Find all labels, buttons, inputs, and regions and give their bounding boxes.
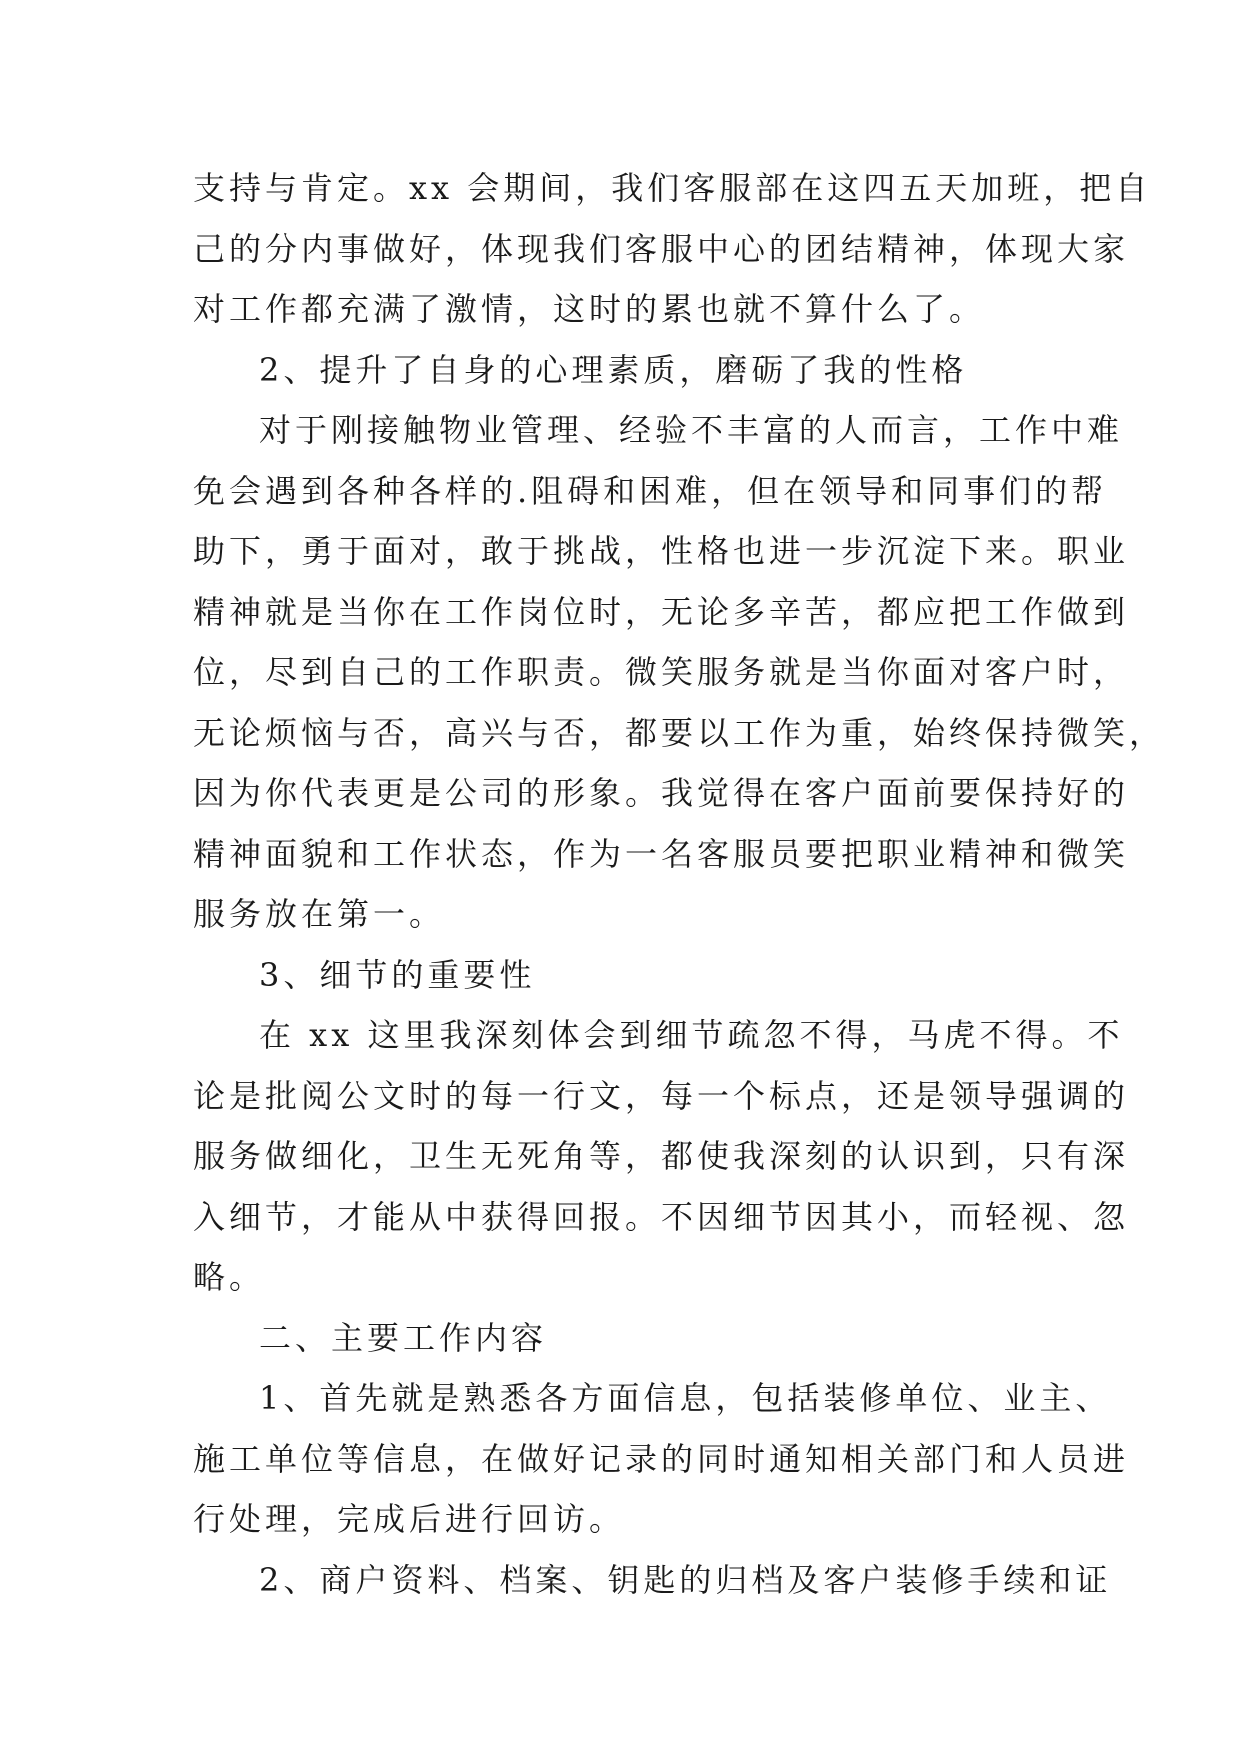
text-line: 对工作都充满了激情，这时的累也就不算什么了。 [193, 290, 986, 328]
text-line: 1、首先就是熟悉各方面信息，包括装修单位、业主、 [259, 1379, 1112, 1417]
text-line: 施工单位等信息，在做好记录的同时通知相关部门和人员进 [193, 1439, 1130, 1478]
section-heading: 2、提升了自身的心理素质，磨砺了我的性格 [259, 350, 968, 389]
text-line: 在 xx 这里我深刻体会到细节疏忽不得，马虎不得。不 [259, 1016, 1124, 1054]
text-line: 因为你代表更是公司的形象。我觉得在客户面前要保持好的 [193, 774, 1130, 812]
text-line: 支持与肯定。xx 会期间，我们客服部在这四五天加班，把自 [193, 169, 1152, 207]
text-line: 入细节，才能从中获得回报。不因细节因其小，而轻视、忽 [193, 1197, 1130, 1236]
text-line: 服务做细化，卫生无死角等，都使我深刻的认识到，只有深 [193, 1137, 1130, 1175]
section-heading: 3、细节的重要性 [259, 955, 536, 994]
text-line: 精神面貌和工作状态，作为一名客服员要把职业精神和微笑 [193, 834, 1130, 873]
text-line: 己的分内事做好，体现我们客服中心的团结精神，体现大家 [193, 229, 1130, 268]
text-line: 免会遇到各种各样的.阻碍和困难，但在领导和同事们的帮 [193, 471, 1108, 510]
text-line: 助下，勇于面对，敢于挑战，性格也进一步沉淀下来。职业 [193, 532, 1130, 570]
text-line: 服务放在第一。 [193, 895, 446, 933]
document-body [193, 158, 1166, 1610]
text-line: 论是批阅公文时的每一行文，每一个标点，还是领导强调的 [193, 1076, 1130, 1115]
text-line: 位，尽到自己的工作职责。微笑服务就是当你面对客户时， [193, 653, 1130, 691]
section-heading: 二、主要工作内容 [259, 1318, 548, 1357]
text-line: 精神就是当你在工作岗位时，无论多辛苦，都应把工作做到 [193, 592, 1130, 631]
text-line: 2、商户资料、档案、钥匙的归档及客户装修手续和证 [259, 1560, 1112, 1599]
text-line: 行处理，完成后进行回访。 [193, 1500, 626, 1538]
text-line: 对于刚接触物业管理、经验不丰富的人而言，工作中难 [259, 411, 1124, 449]
text-line: 略。 [193, 1258, 266, 1296]
text-line: 无论烦恼与否，高兴与否，都要以工作为重，始终保持微笑， [193, 713, 1166, 752]
